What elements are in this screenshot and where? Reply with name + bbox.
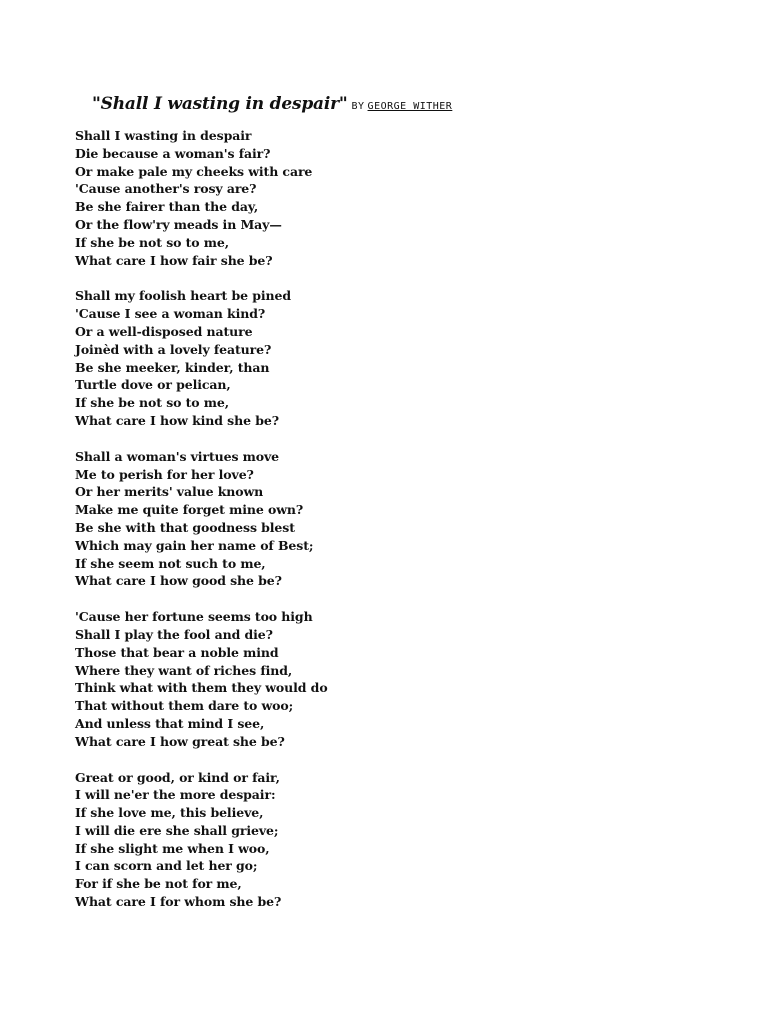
poem-line: I will die ere she shall grieve; xyxy=(75,822,279,838)
poem-line: Or the flow'ry meads in May— xyxy=(75,216,282,232)
poem-line: Shall I wasting in despair xyxy=(75,128,252,143)
poem-heading xyxy=(92,94,452,114)
poem-line: Think what with them they would do xyxy=(75,680,328,696)
poem-line: Joinèd with a lovely feature? xyxy=(75,341,272,357)
poem-line: Where they want of riches find, xyxy=(75,662,293,678)
poem-line: What care I how great she be? xyxy=(75,733,285,749)
poem-line: That without them dare to woo; xyxy=(75,698,294,714)
stanza-5 xyxy=(75,769,715,911)
poem-line: If she seem not such to me, xyxy=(75,555,266,571)
poem-line: 'Cause another's rosy are? xyxy=(75,181,257,197)
author-link[interactable]: GEORGE WITHER xyxy=(367,101,453,112)
poem-line: Make me quite forget mine own? xyxy=(75,502,304,518)
poem-line: Die because a woman's fair? xyxy=(75,145,271,161)
byline-label: BY xyxy=(351,101,365,112)
poem-body xyxy=(75,127,715,929)
poem-line: If she be not so to me, xyxy=(75,395,230,411)
poem-line: If she be not so to me, xyxy=(75,234,230,250)
poem-line: Shall a woman's virtues move xyxy=(75,448,280,464)
poem-line: Or a well-disposed nature xyxy=(75,323,253,339)
poem-line: Be she with that goodness blest xyxy=(75,519,295,535)
poem-line: What care I how kind she be? xyxy=(75,412,279,428)
poem-line: What care I for whom she be? xyxy=(75,894,282,910)
poem-line: Great or good, or kind or fair, xyxy=(75,769,280,785)
poem-line: What care I how good she be? xyxy=(75,573,282,589)
stanza-3 xyxy=(75,448,715,590)
poem-line: 'Cause I see a woman kind? xyxy=(75,306,266,322)
poem-line: Shall I play the fool and die? xyxy=(75,626,273,642)
poem-line: Me to perish for her love? xyxy=(75,466,254,482)
poem-line: And unless that mind I see, xyxy=(75,715,265,731)
poem-line: I will ne'er the more despair: xyxy=(75,787,276,803)
stanza-2 xyxy=(75,287,715,429)
poem-line: Or make pale my cheeks with care xyxy=(75,163,313,179)
poem-line: What care I how fair she be? xyxy=(75,252,273,268)
poem-line: Be she fairer than the day, xyxy=(75,199,259,215)
poem-line: If she slight me when I woo, xyxy=(75,840,270,856)
poem-line: 'Cause her fortune seems too high xyxy=(75,609,313,625)
stanza-4 xyxy=(75,608,715,750)
poem-line: I can scorn and let her go; xyxy=(75,858,258,874)
poem-line: Shall my foolish heart be pined xyxy=(75,288,291,304)
poem-line: If she love me, this believe, xyxy=(75,805,264,821)
poem-line: Or her merits' value known xyxy=(75,484,264,500)
poem-line: Turtle dove or pelican, xyxy=(75,377,231,393)
poem-title: "Shall I wasting in despair" xyxy=(92,94,348,114)
poem-line: Be she meeker, kinder, than xyxy=(75,359,270,375)
poem-line: Which may gain her name of Best; xyxy=(75,537,314,553)
stanza-1 xyxy=(75,127,715,269)
poem-line: For if she be not for me, xyxy=(75,876,242,892)
poem-line: Those that bear a noble mind xyxy=(75,644,279,660)
